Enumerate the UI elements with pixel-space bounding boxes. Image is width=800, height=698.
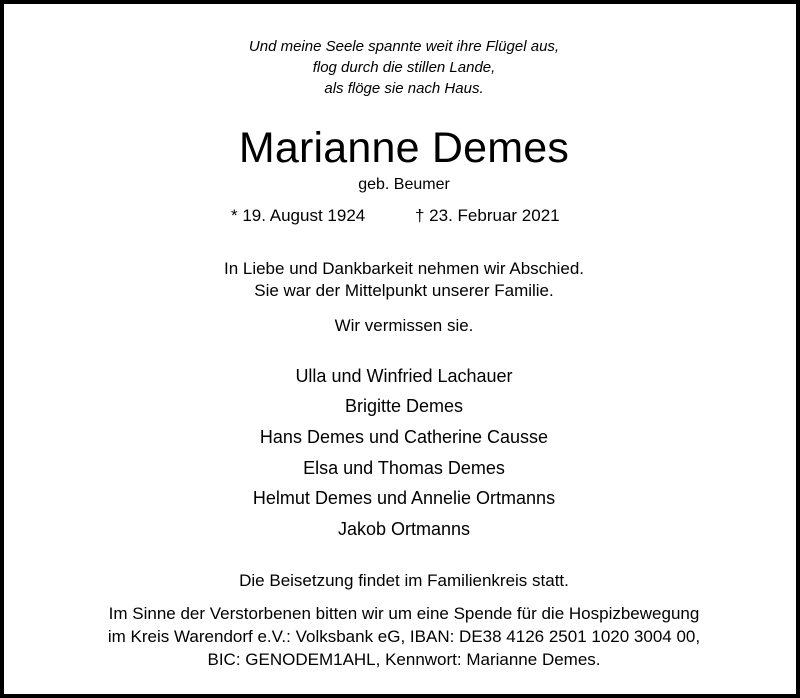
- poem-line-3: als flöge sie nach Haus.: [324, 80, 484, 97]
- mourner-4: Elsa und Thomas Demes: [303, 458, 505, 478]
- donation-line-2: im Kreis Warendorf e.V.: Volksbank eG, IBAN: DE38 4126 2501 1020 3004 00,: [107, 627, 701, 646]
- donation-line-1: Im Sinne der Verstorbenen bitten wir um eine Spende für die Hospizbewegung: [108, 604, 700, 623]
- birth-name: geb. Beumer: [358, 176, 450, 193]
- birth-date: * 19. August 1924: [231, 206, 366, 225]
- mourner-2: Brigitte Demes: [344, 396, 464, 416]
- burial-note: Die Beisetzung findet im Familienkreis statt.: [239, 571, 569, 590]
- mourner-6: Jakob Ortmanns: [337, 519, 471, 539]
- poem-line-2: flog durch die stillen Lande,: [312, 59, 496, 76]
- mourner-1: Ulla und Winfried Lachauer: [295, 366, 513, 386]
- farewell-line-1: In Liebe und Dankbarkeit nehmen wir Abschied.: [223, 259, 585, 278]
- poem-line-1: Und meine Seele spannte weit ihre Flügel aus,: [248, 38, 560, 55]
- mourner-5: Helmut Demes und Annelie Ortmanns: [252, 488, 556, 508]
- mourner-3: Hans Demes und Catherine Causse: [259, 427, 549, 447]
- death-date: † 23. Februar 2021: [415, 206, 560, 225]
- deceased-name: Marianne Demes: [238, 124, 570, 172]
- donation-line-3: BIC: GENODEM1AHL, Kennwort: Marianne Demes.: [207, 650, 601, 669]
- farewell-line-2: Sie war der Mittelpunkt unserer Familie.: [254, 281, 554, 300]
- miss-line: Wir vermissen sie.: [334, 316, 474, 335]
